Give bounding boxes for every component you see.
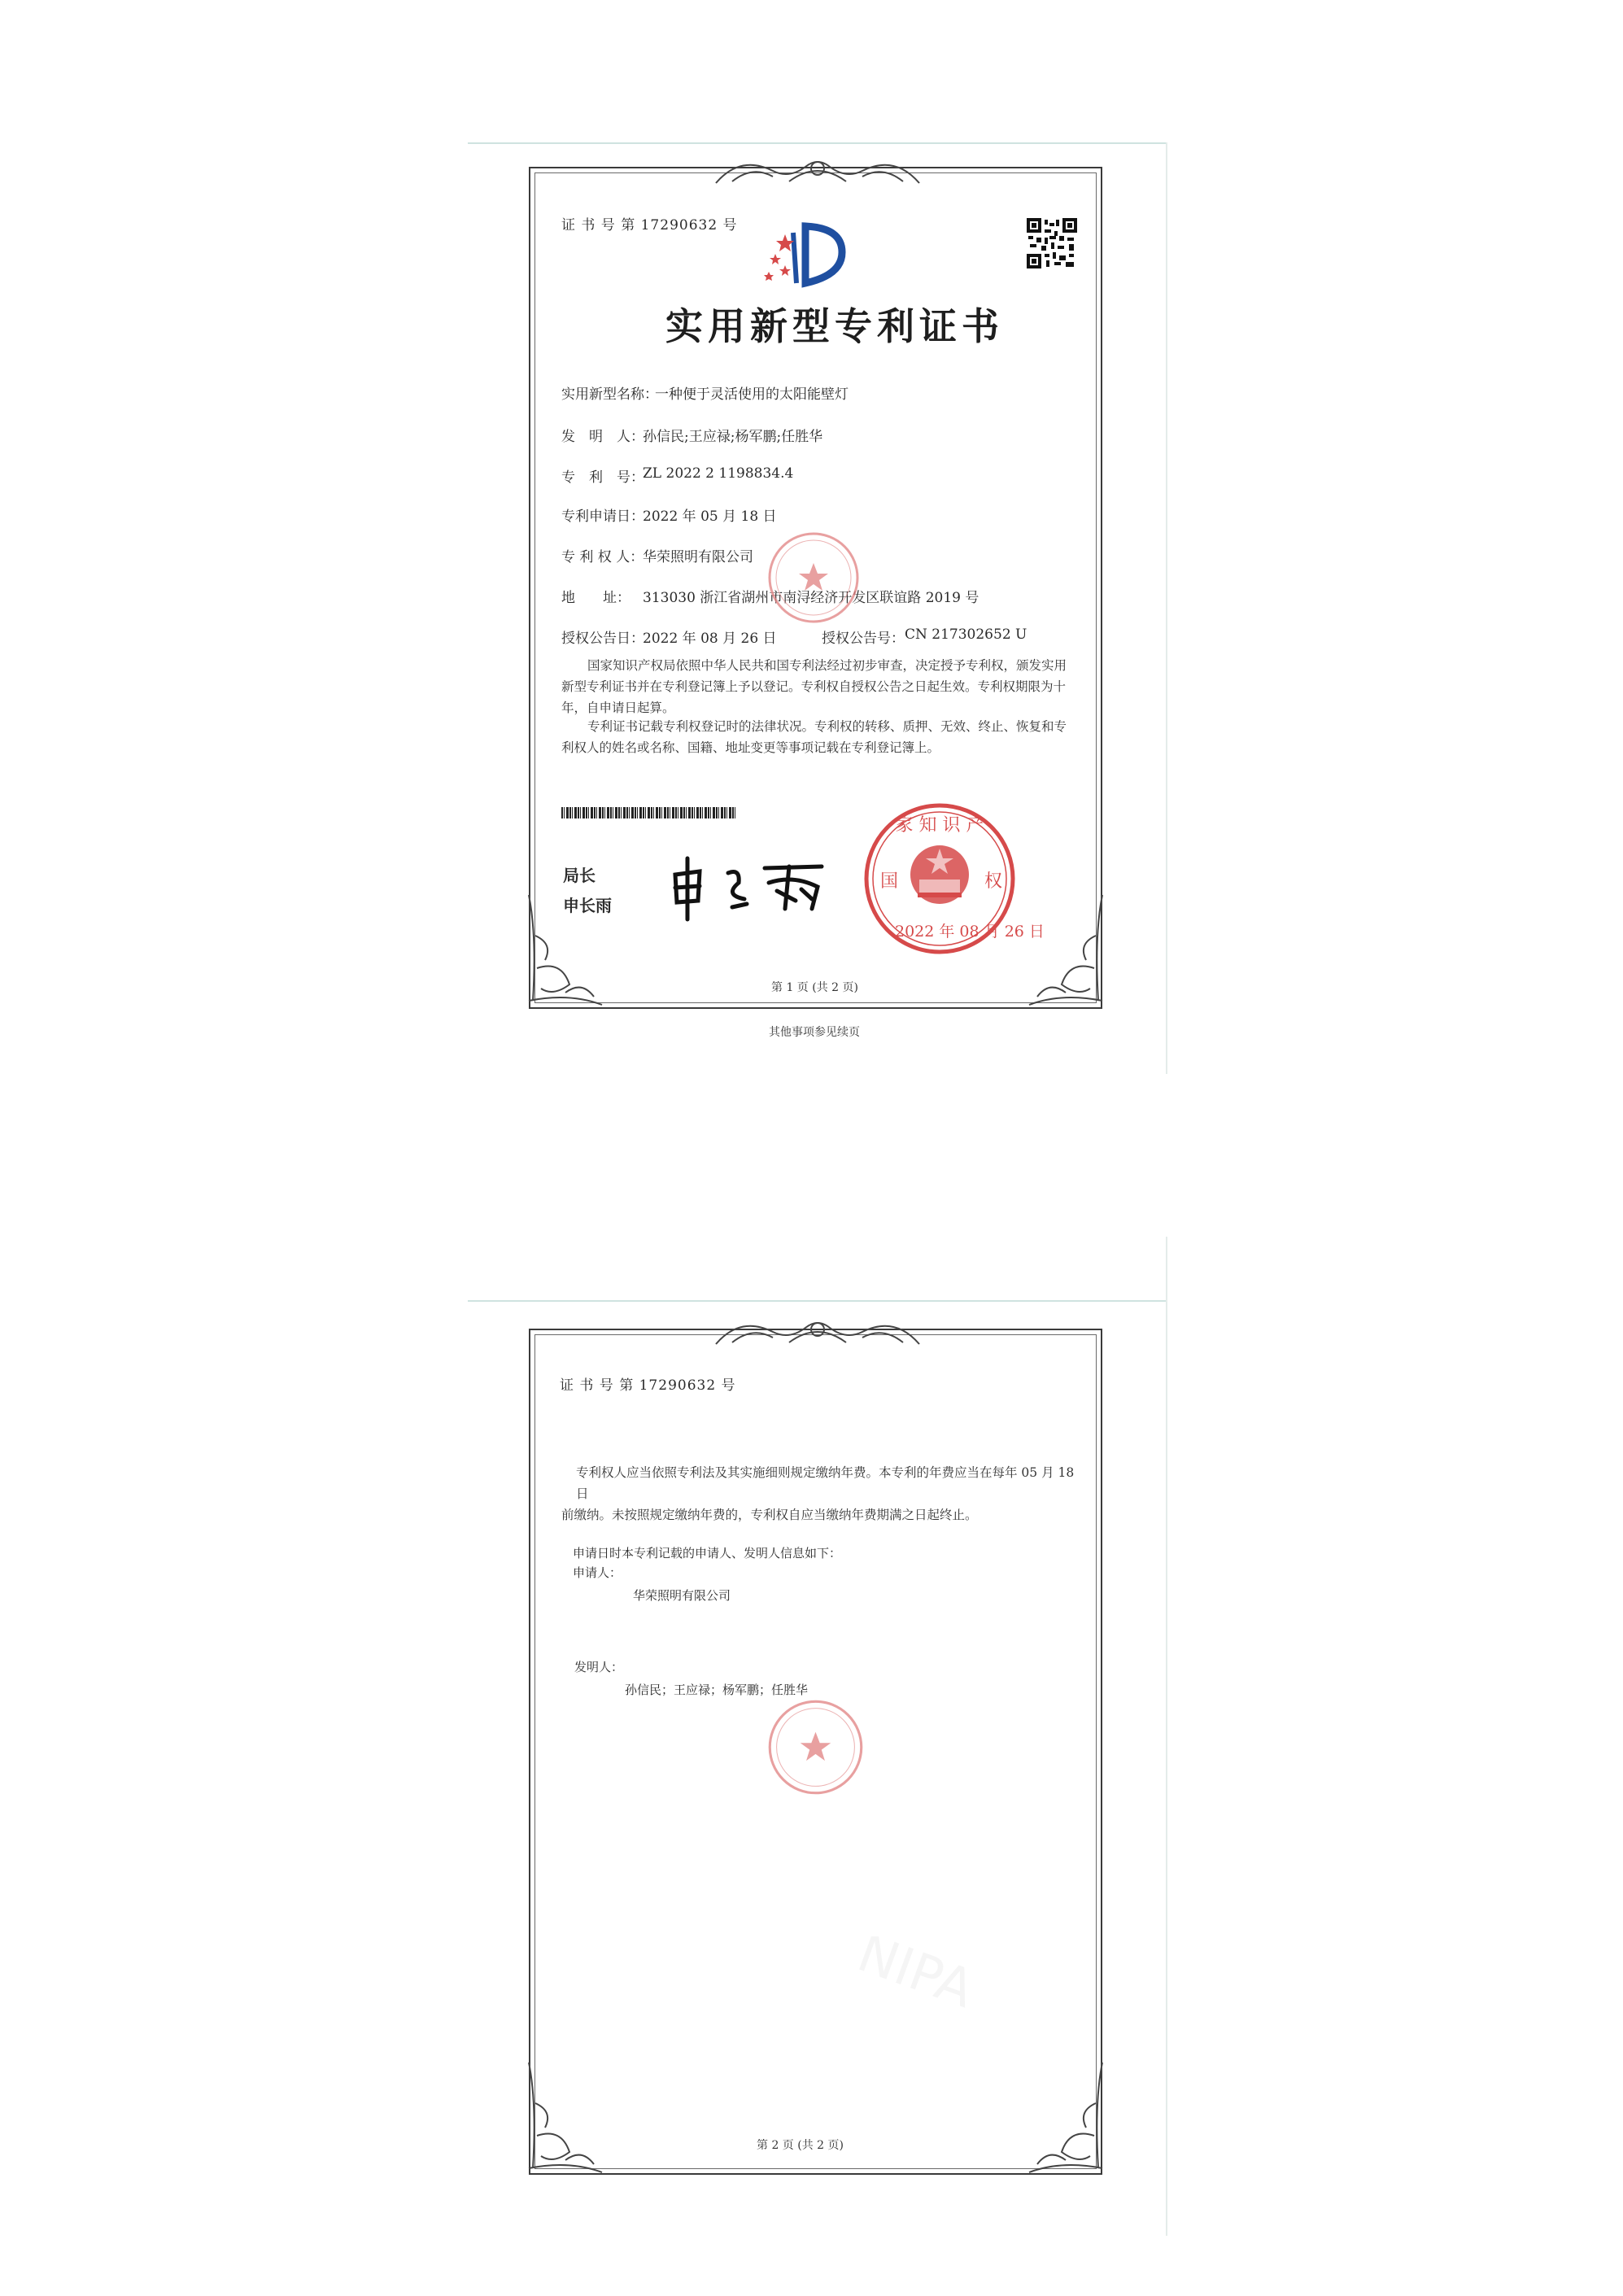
statement-paragraph-2 xyxy=(561,716,1082,758)
barcode xyxy=(561,807,736,818)
cnipa-logo-icon xyxy=(761,218,850,291)
page-2-scan-edge-right xyxy=(1166,1237,1167,2236)
statement-line: 年，自申请日起算。 xyxy=(561,701,675,715)
director-title: 局长 xyxy=(563,866,596,885)
field-value-grant-date: 2022 年 08 月 26 日 xyxy=(643,631,777,647)
field-value-filing-date: 2022 年 05 月 18 日 xyxy=(643,509,777,525)
director-signature-icon xyxy=(667,850,830,923)
page-2-corner-ornament-right xyxy=(1021,2054,1110,2176)
cnipa-watermark-icon xyxy=(846,1936,1009,2026)
page-2-company-seal-icon xyxy=(765,1696,866,1798)
field-value-name: 一种便于灵活使用的太阳能壁灯 xyxy=(655,386,849,403)
svg-text:家 知 识 产: 家 知 识 产 xyxy=(895,815,984,836)
page-1-number: 第 1 页 (共 2 页) xyxy=(771,981,858,994)
field-value-patent-no: ZL 2022 2 1198834.4 xyxy=(643,465,794,482)
applicant-value: 华荣照明有限公司 xyxy=(633,1588,731,1603)
field-value-patentee: 华荣照明有限公司 xyxy=(643,549,753,565)
page-2-number: 第 2 页 (共 2 页) xyxy=(757,2139,844,2152)
svg-text:国: 国 xyxy=(880,871,899,892)
applicant-intro: 申请日时本专利记载的申请人、发明人信息如下： xyxy=(573,1546,842,1560)
field-value-announcement-no: CN 217302652 U xyxy=(905,626,1027,643)
field-value-inventors: 孙信民;王应禄;杨军鹏;任胜华 xyxy=(643,429,823,445)
page-1-certificate-number: 证 书 号 第 17290632 号 xyxy=(561,217,738,234)
fee-line: 前缴纳。未按照规定缴纳年费的，专利权自应当缴纳年费期满之日起终止。 xyxy=(561,1508,978,1522)
field-label-inventors: 发 明 人： xyxy=(561,429,644,445)
page-2-top-ornament xyxy=(708,1312,927,1352)
field-value-address: 313030 浙江省湖州市南浔经济开发区联谊路 2019 号 xyxy=(643,590,979,606)
qr-code-icon xyxy=(1027,218,1077,268)
field-label-filing-date: 专利申请日： xyxy=(561,509,644,525)
page-1-scan-edge xyxy=(468,142,1167,144)
inventor-value: 孙信民；王应禄；杨军鹏；任胜华 xyxy=(625,1683,809,1697)
svg-text:权: 权 xyxy=(984,871,1003,892)
statement-line: 利权人的姓名或名称、国籍、地址变更等事项记载在专利登记簿上。 xyxy=(561,740,940,755)
continuation-note: 其他事项参见续页 xyxy=(769,1026,860,1039)
page-2-certificate-number: 证 书 号 第 17290632 号 xyxy=(560,1377,736,1394)
statement-line: 专利证书记载专利权登记时的法律状况。专利权的转移、质押、无效、终止、恢复和专 xyxy=(587,719,1067,734)
page-2-scan-edge xyxy=(468,1300,1167,1302)
page-1-scan-edge-right xyxy=(1166,142,1167,1074)
inventor-label: 发明人： xyxy=(574,1660,624,1674)
company-seal-icon xyxy=(765,529,862,626)
seal-date: 2022 年 08 月 26 日 xyxy=(895,923,1045,941)
svg-text:NIPA xyxy=(850,1936,982,2020)
certificate-title: 实用新型专利证书 xyxy=(665,304,1004,348)
director-name: 申长雨 xyxy=(563,896,612,915)
field-label-patentee: 专 利 权 人： xyxy=(561,549,644,565)
annual-fee-paragraph xyxy=(561,1462,1090,1526)
field-label-patent-no: 专 利 号： xyxy=(561,469,644,486)
page-2-corner-ornament-left xyxy=(521,2054,610,2176)
statement-line: 新型专利证书并在专利登记簿上予以登记。专利权自授权公告之日起生效。专利权期限为十 xyxy=(561,679,1067,694)
field-label-name: 实用新型名称： xyxy=(561,386,658,403)
page-1-corner-ornament-right xyxy=(1021,887,1110,1009)
field-label-grant-date: 授权公告日： xyxy=(561,631,644,647)
field-label-address: 地 址： xyxy=(561,590,630,606)
statement-paragraph-1 xyxy=(561,655,1082,718)
applicant-label: 申请人： xyxy=(573,1565,622,1580)
field-label-announcement-no: 授权公告号： xyxy=(822,631,905,647)
fee-line: 专利权人应当依照专利法及其实施细则规定缴纳年费。本专利的年费应当在每年 05 月 18 日 xyxy=(576,1465,1075,1501)
page-1-top-ornament xyxy=(708,151,927,191)
statement-line: 国家知识产权局依照中华人民共和国专利法经过初步审查，决定授予专利权，颁发实用 xyxy=(587,658,1067,673)
